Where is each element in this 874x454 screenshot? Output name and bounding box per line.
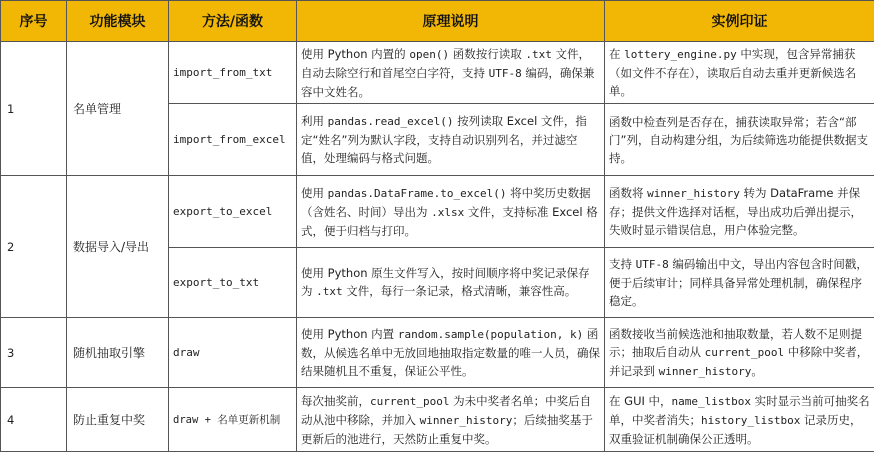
example-cell bbox=[605, 176, 874, 248]
text-segment: 函数按行读取 bbox=[449, 46, 526, 61]
header-module: 功能模块 bbox=[67, 1, 169, 42]
row-module: 数据导入/导出 bbox=[67, 176, 169, 318]
text-segment: 支持 bbox=[609, 257, 636, 271]
inline-code: open() bbox=[409, 47, 450, 61]
text-segment: 函数中检查列是否存在，捕获读取异常；若含“部门”列，自动构建分组，为后续筛选功能提供数据支持。 bbox=[609, 114, 868, 165]
text-segment: 函数将 bbox=[609, 186, 648, 200]
example-cell bbox=[605, 42, 874, 104]
inline-code: name_listbox bbox=[671, 394, 752, 408]
principle-cell bbox=[297, 318, 605, 388]
inline-code: winner_history bbox=[647, 187, 740, 200]
table-row bbox=[1, 42, 874, 104]
text-segment: 编码输出中文，导出内容包含时间戳，便于后续审计；同样具备异常处理机制，确保程序稳定。 bbox=[609, 257, 868, 308]
inline-code: history_listbox bbox=[701, 413, 801, 427]
text-segment: 使用 Python 内置的 bbox=[301, 46, 410, 61]
text-segment: 使用 bbox=[301, 185, 328, 200]
text-segment: 转为 DataFrame 并保存；提供文件选择对话框，导出成功后弹出提示，失败时显示错误信息，用户体验完整。 bbox=[609, 186, 862, 237]
inline-code: pandas.read_excel() bbox=[327, 115, 454, 128]
inline-code: .xlsx bbox=[431, 205, 465, 219]
row-index: 4 bbox=[1, 388, 67, 452]
text-segment: 文件，支持标准 Excel 格式，便于归档与打印。 bbox=[301, 204, 598, 238]
example-cell bbox=[605, 104, 874, 176]
text-segment: 将中奖历史数据（含姓名、时间）导出为 bbox=[301, 185, 591, 219]
example-cell bbox=[605, 318, 874, 388]
method-name: export_to_excel bbox=[169, 176, 297, 248]
text-segment: 中实现，包含异常捕获（如文件不存在），读取后自动去重并更新候选名单。 bbox=[609, 47, 857, 98]
text-segment: 在 bbox=[609, 47, 625, 61]
principle-cell bbox=[297, 248, 605, 318]
text-segment: 按列读取 Excel 文件，指定“姓名”列为默认字段，支持自动识别列名，并过滤空值，处理编码与格式问题。 bbox=[301, 114, 587, 165]
table-row bbox=[1, 318, 874, 388]
text-segment: 函数，从候选名单中无放回地抽取指定数量的唯一人员，确保结果随机且不重复，保证公平性。 bbox=[301, 327, 600, 378]
inline-code: current_pool bbox=[704, 345, 785, 359]
text-segment: 利用 bbox=[301, 114, 328, 128]
header-index: 序号 bbox=[1, 1, 67, 42]
inline-code: .txt bbox=[316, 285, 343, 298]
text-segment: 文件，自动去除空行和首尾空白字符，支持 bbox=[301, 46, 591, 80]
row-module: 随机抽取引擎 bbox=[67, 318, 169, 388]
inline-code: random.sample(population, k) bbox=[397, 328, 584, 341]
row-module: 防止重复中奖 bbox=[67, 388, 169, 452]
header-example: 实例印证 bbox=[605, 1, 874, 42]
row-index: 3 bbox=[1, 318, 67, 388]
text-segment: 。 bbox=[751, 363, 763, 378]
text-segment: ；后续抽奖基于更新后的池进行，天然防止重复中奖。 bbox=[301, 412, 593, 446]
method-name: draw + 名单更新机制 bbox=[169, 388, 297, 452]
principle-cell bbox=[297, 176, 605, 248]
inline-code: winner_history bbox=[658, 364, 752, 378]
row-module: 名单管理 bbox=[67, 42, 169, 176]
inline-code: winner_history bbox=[419, 413, 513, 427]
inline-code: UTF-8 bbox=[488, 66, 522, 80]
principle-cell bbox=[297, 42, 605, 104]
text-segment: 中移除中奖者，并记录到 bbox=[609, 344, 869, 378]
text-segment: 每次抽奖前， bbox=[301, 393, 370, 408]
text-segment: 文件，每行一条记录，格式清晰，兼容性高。 bbox=[342, 284, 577, 298]
header-row bbox=[1, 1, 874, 42]
inline-code: pandas.DataFrame.to_excel() bbox=[327, 186, 507, 200]
table-row bbox=[1, 176, 874, 248]
text-segment: 使用 Python 内置 bbox=[301, 327, 398, 341]
inline-code: UTF-8 bbox=[635, 258, 669, 271]
inline-code: current_pool bbox=[370, 394, 450, 408]
text-segment: 函数接收当前候选池和抽取数量，若人数不足则提示；抽取后自动从 bbox=[609, 326, 862, 359]
header-principle: 原理说明 bbox=[297, 1, 605, 42]
example-cell bbox=[605, 388, 874, 452]
text-segment: 使用 Python 原生文件写入，按时间顺序将中奖记录保存为 bbox=[301, 266, 590, 298]
header-method: 方法/函数 bbox=[169, 1, 297, 42]
example-cell bbox=[605, 248, 874, 318]
table-row bbox=[1, 388, 874, 452]
principle-cell bbox=[297, 388, 605, 452]
text-segment: 为未中奖者名单；中奖后自动从池中移除，并加入 bbox=[301, 393, 592, 427]
text-segment: 实时显示当前可抽奖名单，中奖者消失； bbox=[609, 393, 870, 427]
principle-cell bbox=[297, 104, 605, 176]
inline-code: lottery_engine.py bbox=[624, 48, 737, 61]
inline-code: .txt bbox=[525, 47, 552, 61]
method-name: import_from_txt bbox=[169, 42, 297, 104]
method-name: import_from_excel bbox=[169, 104, 297, 176]
text-segment: 编码，确保兼容中文姓名。 bbox=[301, 65, 595, 99]
text-segment: 记录历史，双重验证机制确保公正透明。 bbox=[609, 412, 862, 446]
method-name: export_to_txt bbox=[169, 248, 297, 318]
method-name: draw bbox=[169, 318, 297, 388]
row-index: 2 bbox=[1, 176, 67, 318]
text-segment: 在 GUI 中， bbox=[609, 393, 672, 408]
row-index: 1 bbox=[1, 42, 67, 176]
